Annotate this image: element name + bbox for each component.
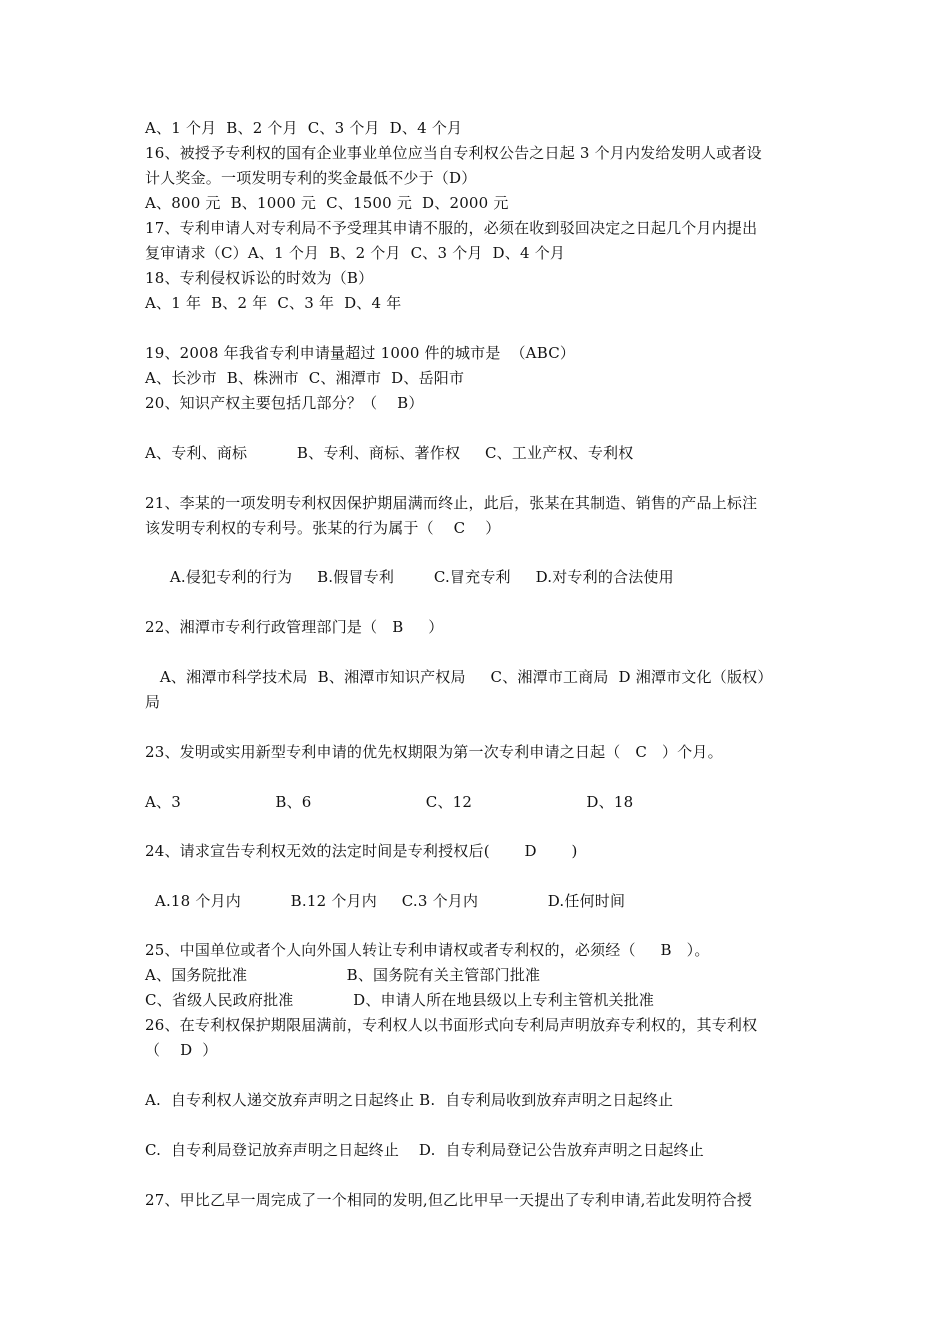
text-line: A. 自专利权人递交放弃声明之日起终止 B. 自专利局收到放弃声明之日起终止 [145, 1091, 674, 1109]
question-26: 26、在专利权保护期限届满前，专利权人以书面形式向专利局声明放弃专利权的，其专利权 [145, 1016, 758, 1034]
text-line: A、1 年 B、2 年 C、3 年 D、4 年 [145, 294, 402, 312]
text-line: A、3 B、6 C、12 D、18 [145, 793, 634, 811]
text-line: A.侵犯专利的行为 B.假冒专利 C.冒充专利 D.对专利的合法使用 [145, 568, 674, 586]
text-line: C、省级人民政府批准 D、申请人所在地县级以上专利主管机关批准 [145, 991, 655, 1009]
text-line: A、1 个月 B、2 个月 C、3 个月 D、4 个月 [145, 119, 463, 137]
question-25: 25、中国单位或者个人向外国人转让专利申请权或者专利权的，必须经（ B ）。 [145, 941, 710, 959]
text-line: A、国务院批准 B、国务院有关主管部门批准 [145, 966, 541, 984]
text-line: A、湘潭市科学技术局 B、湘潭市知识产权局 C、湘潭市工商局 D 湘潭市文化（版权） [145, 668, 773, 686]
question-19: 19、2008 年我省专利申请量超过 1000 件的城市是 （ABC） [145, 344, 576, 362]
question-24: 24、请求宣告专利权无效的法定时间是专利授权后( D ) [145, 842, 578, 860]
question-27: 27、甲比乙早一周完成了一个相同的发明,但乙比甲早一天提出了专利申请,若此发明符合授 [145, 1191, 753, 1209]
question-20: 20、知识产权主要包括几部分？（ B） [145, 394, 424, 412]
question-16: 16、被授予专利权的国有企业事业单位应当自专利权公告之日起 3 个月内发给发明人或者设 [145, 144, 762, 162]
text-line: 局 [145, 693, 161, 711]
text-line: 复审请求（C）A、1 个月 B、2 个月 C、3 个月 D、4 个月 [145, 244, 566, 262]
text-line: 计人奖金。一项发明专利的奖金最低不少于（D） [145, 169, 477, 187]
text-line: A.18 个月内 B.12 个月内 C.3 个月内 D.任何时间 [145, 892, 626, 910]
text-line: 该发明专利权的专利号。张某的行为属于（ C ） [145, 519, 501, 537]
question-18: 18、专利侵权诉讼的时效为（B） [145, 269, 374, 287]
text-line: C. 自专利局登记放弃声明之日起终止 D. 自专利局登记公告放弃声明之日起终止 [145, 1141, 704, 1159]
text-line: A、专利、商标 B、专利、商标、著作权 C、工业产权、专利权 [145, 444, 634, 462]
text-line: A、800 元 B、1000 元 C、1500 元 D、2000 元 [145, 194, 509, 212]
question-23: 23、发明或实用新型专利申请的优先权期限为第一次专利申请之日起（ C ）个月。 [145, 743, 723, 761]
text-line: A、长沙市 B、株洲市 C、湘潭市 D、岳阳市 [145, 369, 465, 387]
text-line: （ D ） [145, 1041, 218, 1059]
question-17: 17、专利申请人对专利局不予受理其申请不服的，必须在收到驳回决定之日起几个月内提出 [145, 219, 758, 237]
question-22: 22、湘潭市专利行政管理部门是（ B ） [145, 618, 444, 636]
question-21: 21、李某的一项发明专利权因保护期届满而终止，此后，张某在其制造、销售的产品上标注 [145, 494, 758, 512]
